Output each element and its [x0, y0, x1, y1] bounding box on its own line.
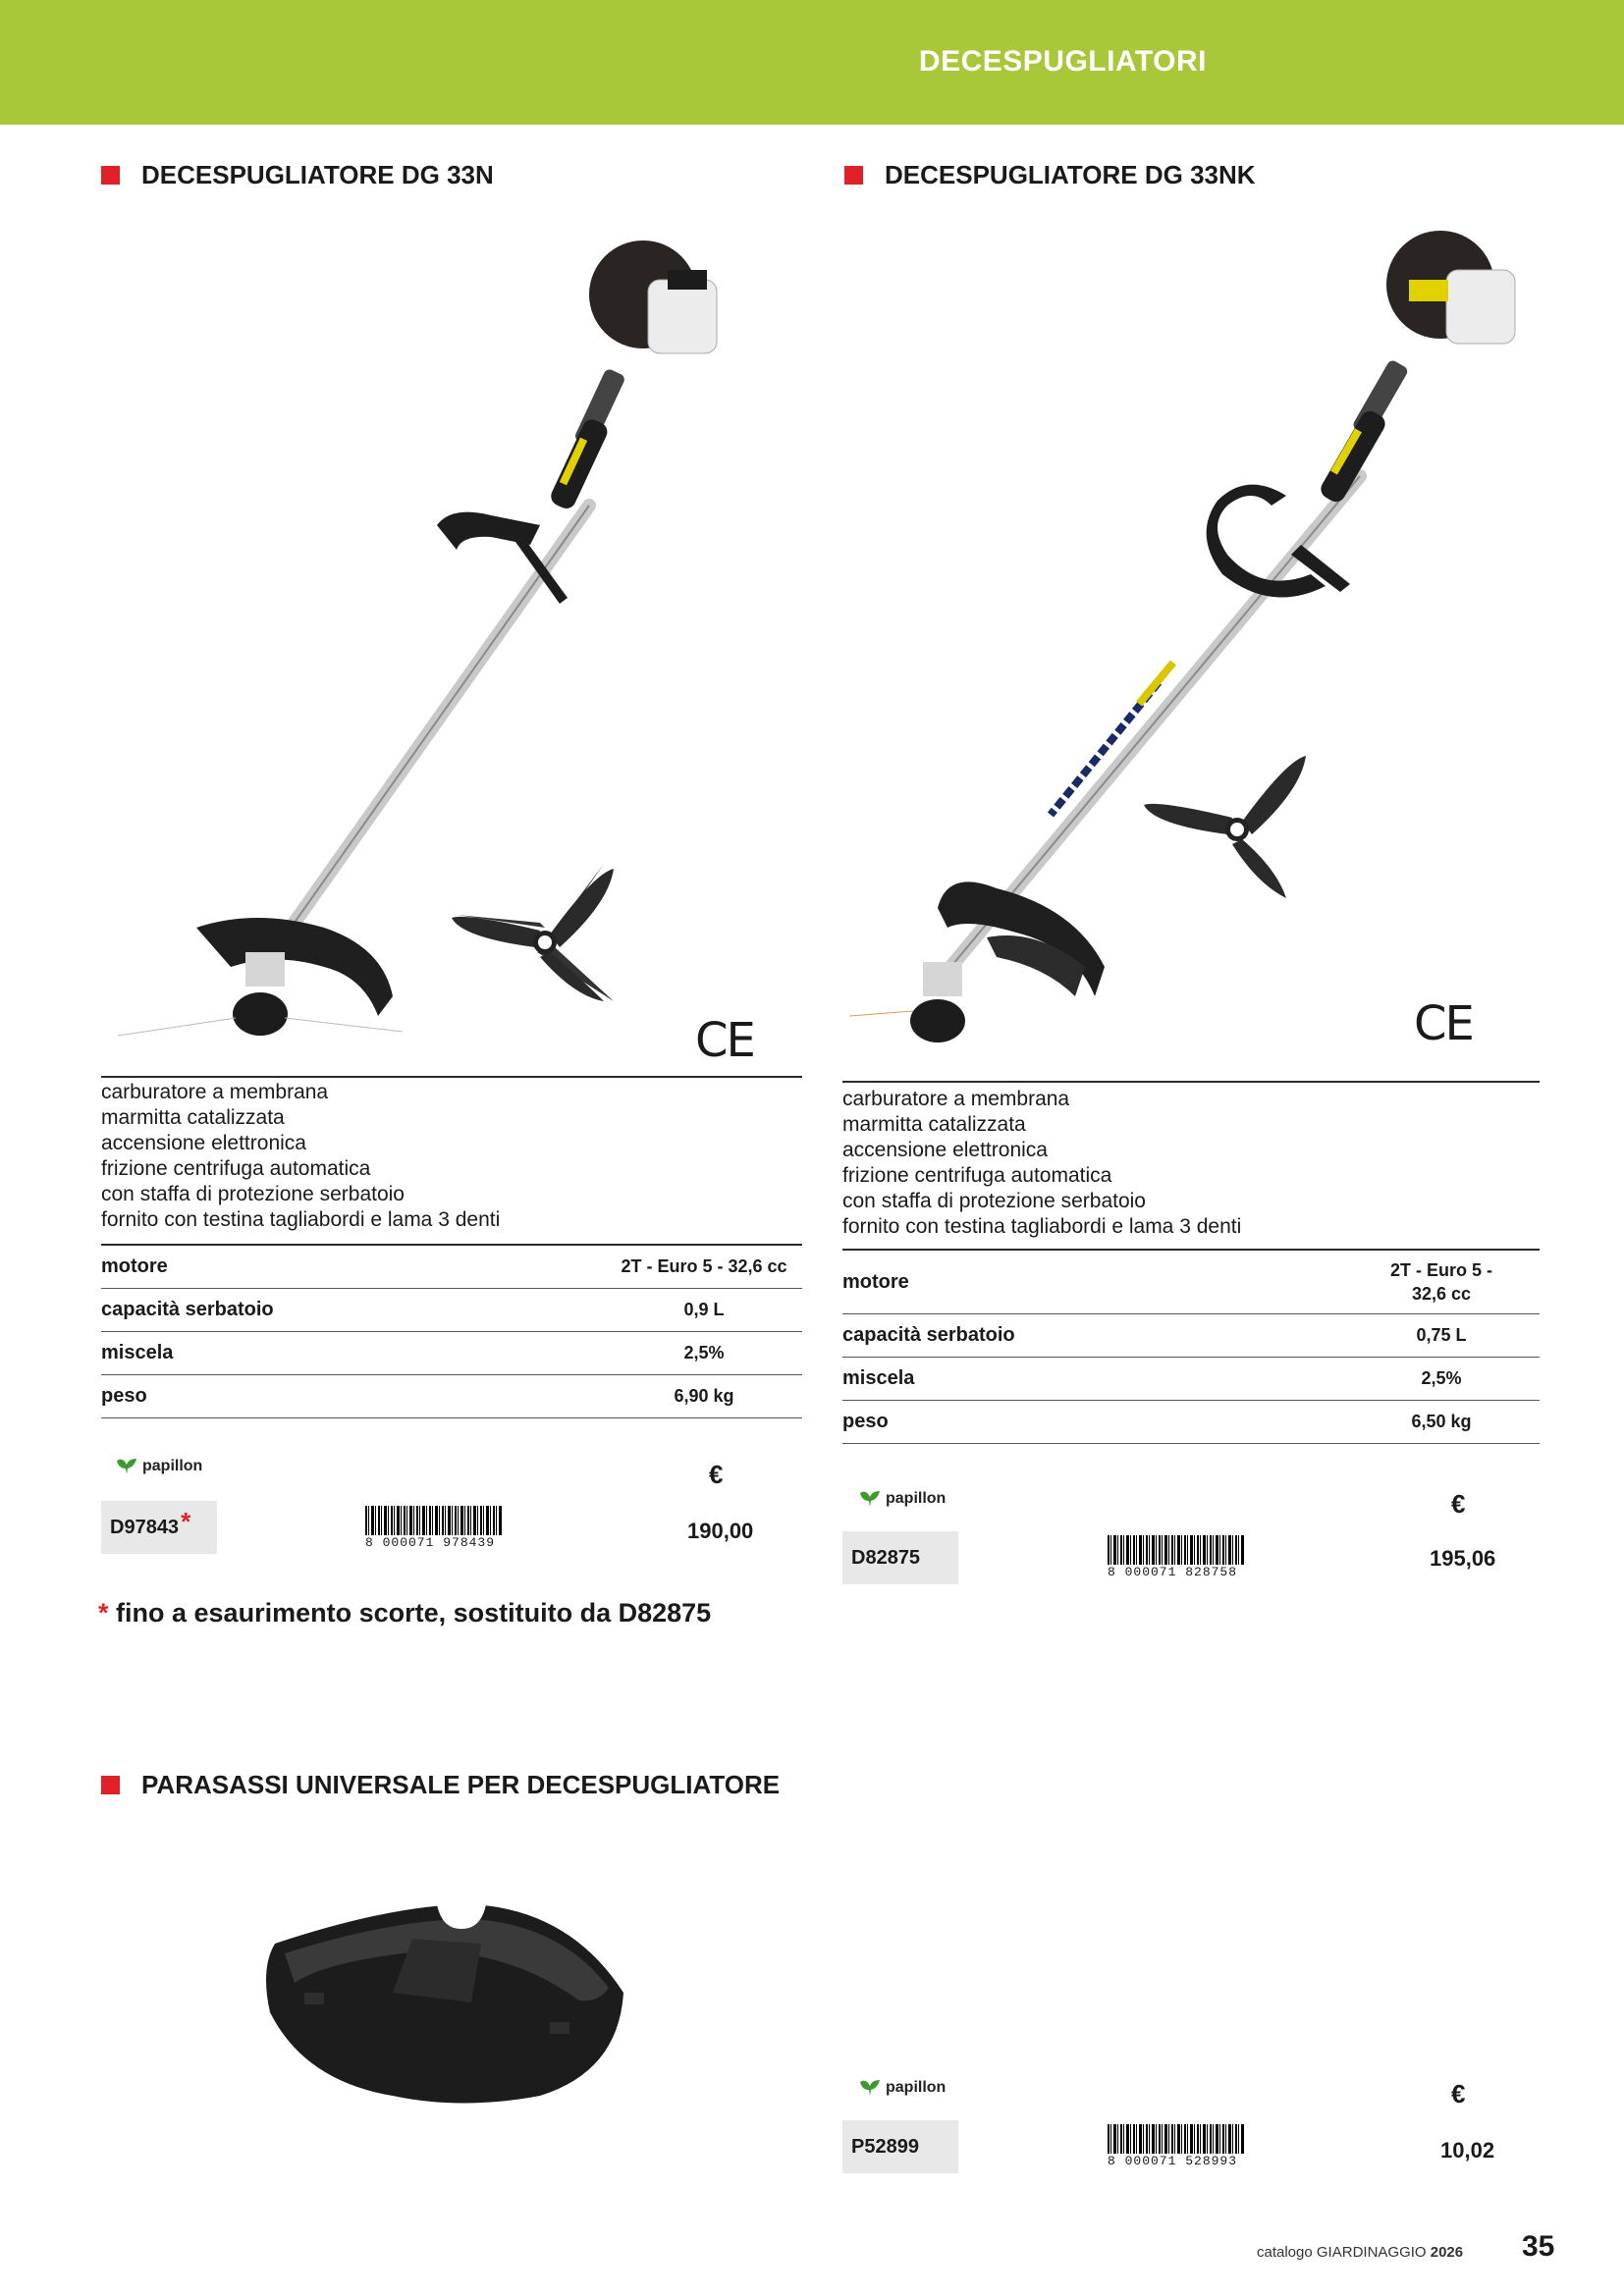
- barcode-number: 8 000071 828758: [1108, 1565, 1238, 1579]
- product-code-box: [101, 1501, 217, 1554]
- feature-item: marmitta catalizzata: [842, 1113, 1026, 1136]
- bullet-square-icon: [844, 166, 863, 185]
- divider: [101, 1076, 802, 1078]
- product-image-dg33n: [98, 221, 785, 1065]
- barcode-number: 8 000071 528993: [1108, 2154, 1238, 2168]
- footnote-marker: *: [181, 1506, 191, 1536]
- feature-item: con staffa di protezione serbatoio: [101, 1183, 405, 1205]
- leaf-icon: [858, 2078, 884, 2098]
- divider: [842, 1081, 1540, 1083]
- header-bar: [0, 0, 1624, 125]
- product-image-parasassi: [245, 1885, 638, 2120]
- barcode-bars: [365, 1506, 503, 1535]
- product-image-dg33nk: [839, 221, 1546, 1075]
- spec-row: [101, 1332, 802, 1375]
- spec-label: miscela: [101, 1342, 174, 1363]
- product-title-text: DECESPUGLIATORE DG 33N: [141, 160, 494, 189]
- feature-item: frizione centrifuga automatica: [101, 1157, 371, 1180]
- ce-mark-dg33nk: CE: [1414, 996, 1473, 1051]
- spec-label: capacità serbatoio: [842, 1324, 1015, 1346]
- spec-value: 0,9 L: [683, 1300, 725, 1319]
- spec-value: 2T - Euro 5 - 32,6 cc: [621, 1256, 787, 1276]
- spec-label: motore: [101, 1255, 168, 1277]
- footnote-text: fino a esaurimento scorte, sostituito da D82875: [116, 1598, 712, 1628]
- bullet-square-icon: [101, 166, 120, 185]
- price: 195,06: [1430, 1546, 1496, 1571]
- barcode-number: 8 000071 978439: [365, 1535, 496, 1550]
- brand-logo-papillon: papillon: [858, 1489, 946, 1509]
- leaf-icon: [858, 1489, 884, 1509]
- spec-table-dg33nk: [842, 1251, 1540, 1444]
- feature-item: frizione centrifuga automatica: [842, 1164, 1112, 1187]
- barcode: [365, 1506, 503, 1551]
- product-title-text: PARASASSI UNIVERSALE PER DECESPUGLIATORE: [141, 1770, 781, 1799]
- footnote: [98, 1598, 711, 1629]
- feature-item: carburatore a membrana: [101, 1081, 329, 1103]
- currency-symbol: €: [1451, 1489, 1466, 1519]
- ce-mark-dg33n: CE: [695, 1013, 754, 1068]
- spec-value: 0,75 L: [1416, 1325, 1467, 1345]
- currency-symbol: €: [1451, 2079, 1466, 2109]
- product-code: D82875: [851, 1546, 921, 1569]
- spec-row: [101, 1375, 802, 1418]
- catalog-prefix: catalogo: [1257, 2244, 1313, 2261]
- feature-item: accensione elettronica: [842, 1139, 1048, 1161]
- price: 190,00: [687, 1519, 754, 1543]
- features-list-dg33n: [101, 1080, 500, 1233]
- category-title: DECESPUGLIATORI: [918, 45, 1207, 78]
- price: 10,02: [1440, 2138, 1495, 2163]
- spec-table-dg33n: [101, 1246, 802, 1418]
- product-title-parasassi: [101, 1770, 780, 1800]
- spec-label: miscela: [842, 1367, 915, 1389]
- barcode: [1108, 2124, 1245, 2169]
- catalog-footer: [1257, 2244, 1463, 2261]
- spec-row: [101, 1246, 802, 1289]
- product-code-box: [842, 2120, 958, 2173]
- product-title-dg33nk: [844, 160, 1256, 190]
- spec-row: [842, 1401, 1540, 1444]
- barcode: [1108, 1535, 1245, 1580]
- product-code: P52899: [851, 2135, 919, 2158]
- spec-label: motore: [842, 1270, 909, 1293]
- catalog-year: 2026: [1430, 2244, 1464, 2261]
- spec-label: capacità serbatoio: [101, 1299, 274, 1320]
- feature-item: fornito con testina tagliabordi e lama 3 denti: [101, 1208, 501, 1231]
- spec-row: [842, 1358, 1540, 1401]
- product-title-text: DECESPUGLIATORE DG 33NK: [885, 160, 1256, 189]
- feature-item: fornito con testina tagliabordi e lama 3 denti: [842, 1215, 1242, 1238]
- product-code: D97843: [110, 1516, 180, 1538]
- footnote-marker: *: [98, 1598, 109, 1628]
- barcode-bars: [1108, 1535, 1245, 1565]
- leaf-icon: [115, 1457, 140, 1476]
- spec-value: 2,5%: [683, 1343, 725, 1362]
- product-title-dg33n: [101, 160, 494, 190]
- page-number: 35: [1522, 2230, 1555, 2263]
- features-list-dg33nk: [842, 1087, 1241, 1240]
- spec-label: peso: [101, 1385, 147, 1407]
- feature-item: accensione elettronica: [101, 1132, 306, 1154]
- barcode-bars: [1108, 2124, 1245, 2154]
- currency-symbol: €: [709, 1460, 724, 1489]
- spec-value: 6,90 kg: [674, 1386, 734, 1406]
- feature-item: con staffa di protezione serbatoio: [842, 1190, 1146, 1212]
- product-code-box: [842, 1531, 958, 1584]
- spec-value: 2,5%: [1421, 1368, 1462, 1388]
- spec-row: [101, 1289, 802, 1332]
- feature-item: marmitta catalizzata: [101, 1106, 285, 1129]
- bullet-square-icon: [101, 1776, 120, 1794]
- spec-row: [842, 1314, 1540, 1358]
- spec-value: 2T - Euro 5 - 32,6 cc: [1389, 1260, 1492, 1304]
- catalog-name: GIARDINAGGIO: [1316, 2244, 1427, 2261]
- brand-logo-papillon: papillon: [858, 2078, 946, 2098]
- spec-value: 6,50 kg: [1411, 1412, 1472, 1431]
- spec-row: [842, 1251, 1540, 1314]
- feature-item: carburatore a membrana: [842, 1088, 1070, 1110]
- spec-label: peso: [842, 1411, 889, 1432]
- brand-logo-papillon: papillon: [115, 1457, 202, 1476]
